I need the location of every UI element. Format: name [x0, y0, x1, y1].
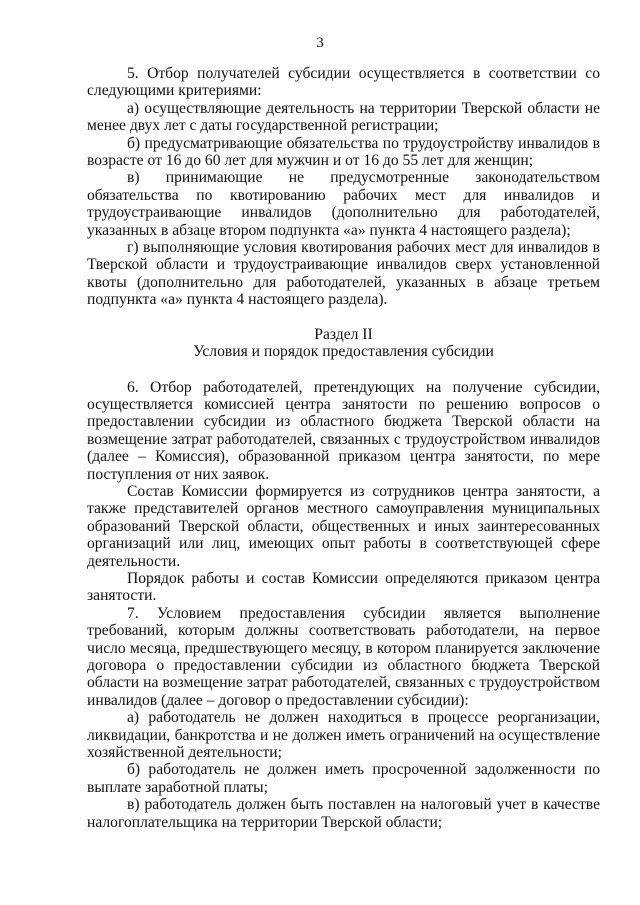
document-body: [87, 65, 600, 831]
paragraph-commission-procedure: Порядок работы и состав Комиссии определяются приказом центра занятости.: [87, 569, 600, 605]
paragraph-commission-composition: Состав Комиссии формируется из сотрудников центра занятости, а также представителей органов местного самоуправления муниципальных образований Тверской области, общественных и иных заинтересованных организаций или лиц, имеющих опыт работы в соответствующей сфере деятельности.: [87, 482, 600, 570]
paragraph-criterion-a: а) осуществляющие деятельность на территории Тверской области не менее двух лет с даты государственной регистрации;: [87, 99, 600, 135]
paragraph-criteria-intro: 5. Отбор получателей субсидии осуществляется в соответствии со следующими критериями:: [87, 65, 600, 100]
paragraph-requirement-v: в) работодатель должен быть поставлен на налоговый учет в качестве налогоплательщика на территории Тверской области;: [87, 796, 600, 831]
page-number: 3: [316, 35, 324, 51]
section-title: Условия и порядок предоставления субсидии: [193, 343, 494, 361]
paragraph-criterion-v: в) принимающие не предусмотренные законодательством обязательства по квотированию рабочих мест для инвалидов и трудоустраивающие инвалидов (дополнительно для работодателей, указанных в абзаце втором подпункта «а» пункта 4 настоящего раздела);: [87, 169, 600, 239]
paragraph-selection-commission: 6. Отбор работодателей, претендующих на получение субсидии, осуществляется комиссией центра занятости по решению вопросов о предоставлении субсидии из областного бюджета Тверской области на возмещение затрат работодателей, связанных с трудоустройством инвалидов (далее – Комиссия), образованной приказом центра занятости, по мере поступления от них заявок.: [87, 378, 600, 483]
paragraph-requirement-b: б) работодатель не должен иметь просроченной задолженности по выплате заработной платы;: [87, 761, 600, 796]
paragraph-criterion-g: г) выполняющие условия квотирования рабочих мест для инвалидов в Тверской области и трудоустраивающие инвалидов сверх установленной квоты (дополнительно для работодателей, указанных в абзаце третьем подпункта «а» пункта 4 настоящего раздела).: [87, 239, 600, 309]
paragraph-requirement-a: а) работодатель не должен находиться в процессе реорганизации, ликвидации, банкротства и не должен иметь ограничений на осуществление хозяйственной деятельности;: [87, 709, 600, 762]
paragraph-criterion-b: б) предусматривающие обязательства по трудоустройству инвалидов в возрасте от 16 до 60 лет для мужчин и от 16 до 55 лет для женщин;: [87, 134, 600, 170]
section-number: Раздел II: [314, 325, 373, 343]
paragraph-subsidy-condition: 7. Условием предоставления субсидии является выполнение требований, которым должны соответствовать работодатели, на первое число месяца, предшествующего месяцу, в котором планируется заключение договора о предоставлении субсидии из областного бюджета Тверской области на возмещение затрат работодателей, связанных с трудоустройством инвалидов (далее – договор о предоставлении субсидии):: [87, 604, 600, 709]
